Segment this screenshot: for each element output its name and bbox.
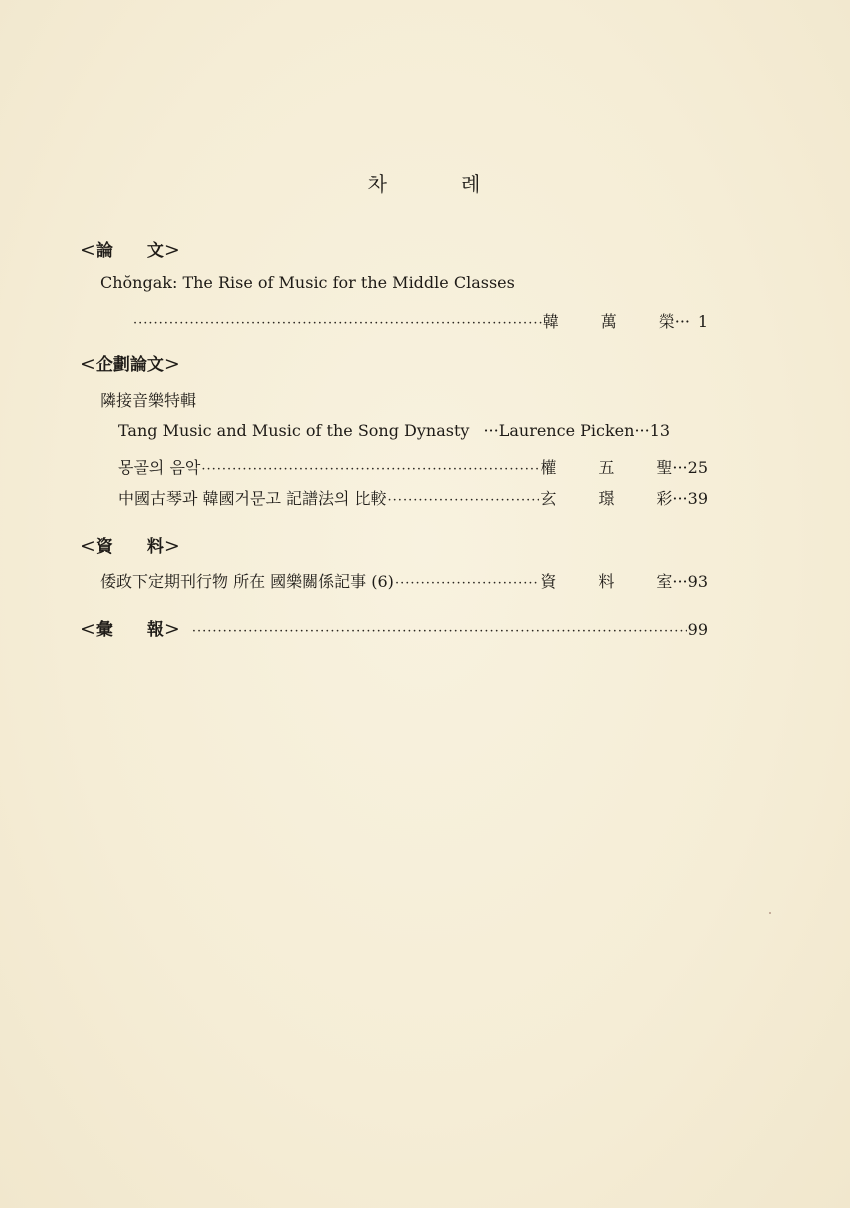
- author-char: 榮: [658, 312, 675, 331]
- page-leader: ···: [672, 458, 688, 477]
- bracket-close: >: [163, 239, 180, 261]
- paper-speck: [769, 912, 771, 914]
- author-char: 璟: [598, 489, 615, 508]
- entry-guqin-line[interactable]: [118, 486, 708, 509]
- entry-chongak-author: [543, 309, 675, 332]
- toc-title-char-2: 례: [461, 172, 483, 196]
- author-char: 室: [656, 572, 673, 591]
- section-papers-label-a: 論: [95, 241, 113, 261]
- dot-leader: ···: [483, 421, 499, 440]
- section-heading-papers: [80, 236, 180, 261]
- entry-chongak-title[interactable]: Chŏngak: The Rise of Music for the Middle Classes: [100, 273, 515, 292]
- section-heading-materials: [80, 532, 180, 557]
- entry-tang-title: Tang Music and Music of the Song Dynasty: [118, 421, 470, 440]
- entry-press-author: [540, 569, 672, 592]
- page-leader: ···: [672, 572, 688, 591]
- section-news-label-b: 報: [146, 620, 164, 640]
- author-char: 韓: [542, 312, 559, 331]
- section-heading-special: [80, 350, 180, 375]
- author-char: 資: [540, 572, 557, 591]
- entry-press-page: 93: [687, 572, 708, 591]
- bracket-close: >: [163, 353, 180, 375]
- dot-leader: [192, 624, 687, 639]
- entry-mongol-title: 몽골의 음악: [118, 458, 201, 477]
- toc-title: [0, 168, 850, 197]
- page-leader: ···: [672, 489, 688, 508]
- section-papers-label-b: 文: [146, 241, 164, 261]
- entry-guqin-author: [540, 486, 672, 509]
- toc-title-char-1: 차: [367, 172, 389, 196]
- page-leader: ···: [634, 421, 650, 440]
- dot-leader: [395, 576, 539, 591]
- entry-press-line[interactable]: [100, 569, 708, 592]
- section-special-label: 企劃論文: [95, 355, 164, 375]
- section-news-label: [80, 615, 180, 640]
- bracket-close: >: [163, 535, 180, 557]
- bracket-open: <: [80, 535, 96, 557]
- entry-tang-line[interactable]: [118, 421, 708, 440]
- section-news-page: 99: [687, 620, 708, 639]
- author-char: 五: [598, 458, 615, 477]
- author-char: 萬: [600, 312, 617, 331]
- author-char: 聖: [656, 458, 673, 477]
- section-materials-label-a: 資: [95, 537, 113, 557]
- author-char: 彩: [656, 489, 673, 508]
- entry-guqin-page: 39: [687, 489, 708, 508]
- entry-mongol-author: [540, 455, 672, 478]
- entry-press-title: 倭政下定期刊行物 所在 國樂關係記事 (6): [100, 572, 394, 591]
- bracket-close: >: [163, 618, 180, 640]
- section-materials-label-b: 料: [146, 537, 164, 557]
- entry-mongol-line[interactable]: [118, 455, 708, 478]
- author-char: 玄: [540, 489, 557, 508]
- entry-tang-page: 13: [649, 421, 671, 440]
- dot-leader: [388, 493, 540, 508]
- author-char: 料: [598, 572, 615, 591]
- dot-leader: [201, 462, 539, 477]
- author-char: 權: [540, 458, 557, 477]
- entry-mongol-page: 25: [687, 458, 708, 477]
- section-heading-news[interactable]: [80, 615, 708, 640]
- section-news-label-a: 彙: [95, 620, 113, 640]
- bracket-open: <: [80, 239, 96, 261]
- bracket-open: <: [80, 353, 96, 375]
- entry-guqin-title: 中國古琴과 韓國거문고 記譜法의 比較: [118, 489, 387, 508]
- special-subtitle: 隣接音樂特輯: [100, 391, 197, 410]
- dot-leader: [133, 316, 542, 331]
- bracket-open: <: [80, 618, 96, 640]
- entry-chongak-line[interactable]: [132, 309, 708, 332]
- entry-chongak-page: 1: [697, 312, 708, 331]
- entry-tang-author: Laurence Picken: [498, 421, 635, 440]
- page-leader: ···: [674, 312, 690, 331]
